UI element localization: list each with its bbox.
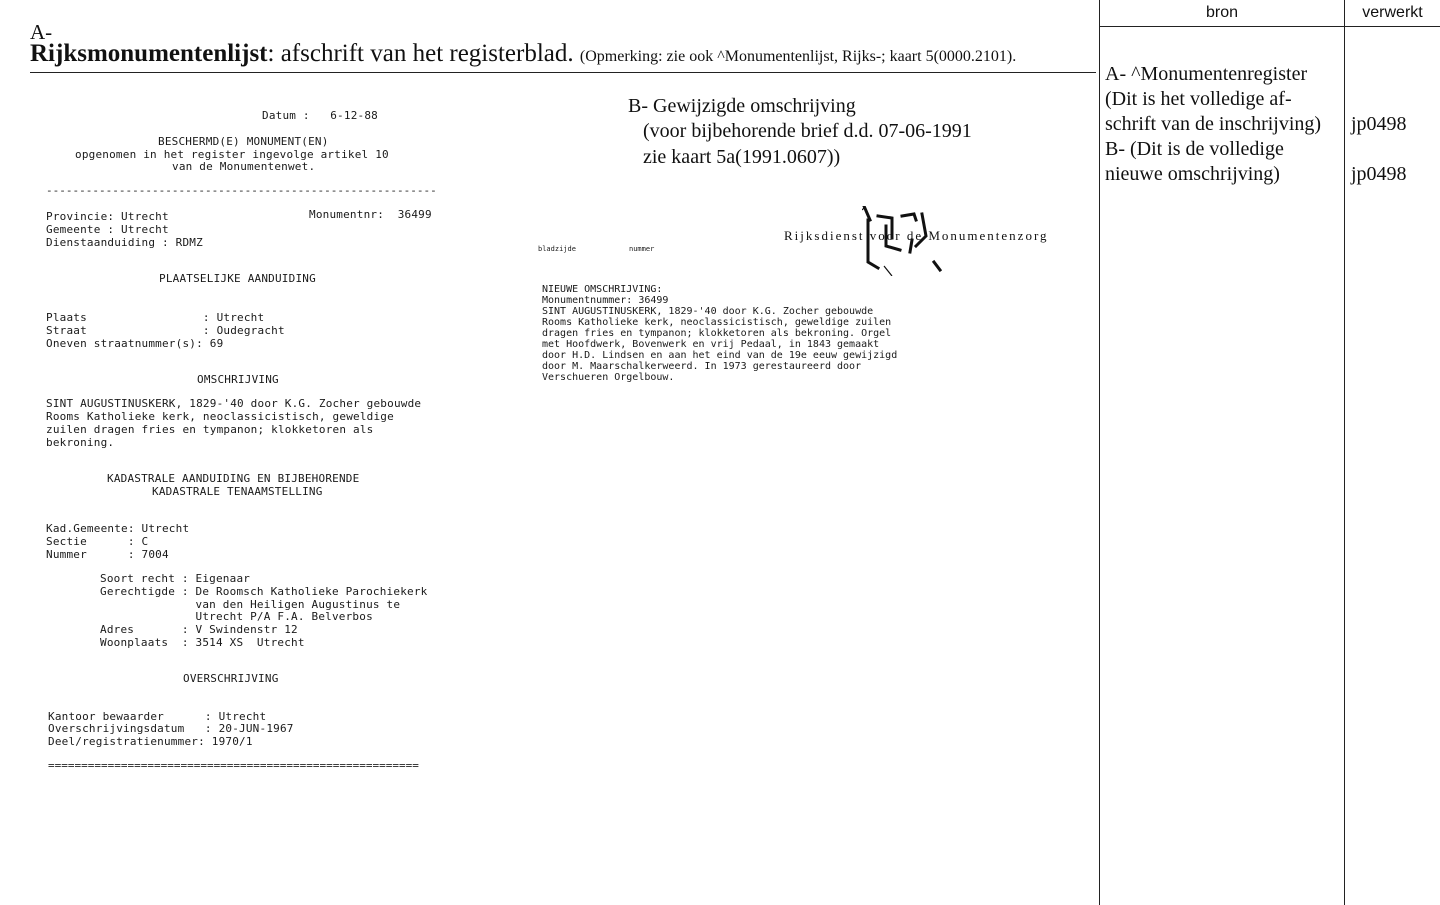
- section-b-subheading: (voor bijbehorende brief d.d. 07-06-1991: [628, 120, 972, 142]
- register-end-divider: ========================================================: [48, 759, 419, 772]
- register-heading-line: van de Monumentenwet.: [172, 160, 316, 173]
- kadastrale-line: Kad.Gemeente: Utrecht: [46, 522, 190, 535]
- column-divider-verwerkt: [1344, 0, 1345, 905]
- section-heading-kadastrale: KADASTRALE AANDUIDING EN BIJBEHORENDE: [107, 472, 360, 485]
- register-dienstaanduiding: Dienstaanduiding : RDMZ: [46, 236, 203, 249]
- omschrijving-line: Rooms Katholieke kerk, neoclassicistisch, geweldige: [46, 410, 394, 423]
- register-dash-divider: -----------------------------------------------------------: [46, 184, 437, 197]
- new-description-line: Verschueren Orgelbouw.: [542, 372, 675, 383]
- card-title-bold: Rijksmonumentenlijst: [30, 40, 268, 67]
- register-plaats: Plaats : Utrecht: [46, 311, 265, 324]
- recht-line: van den Heiligen Augustinus te: [100, 598, 401, 611]
- card-title: [30, 40, 1016, 68]
- register-heading-line: opgenomen in het register ingevolge artikel 10: [75, 148, 389, 161]
- section-b-subheading: zie kaart 5a(1991.0607)): [628, 146, 841, 168]
- form-label-nummer: nummer: [629, 245, 655, 253]
- section-b-heading: B- Gewijzigde omschrijving: [628, 95, 856, 117]
- new-description-line: NIEUWE OMSCHRIJVING:: [542, 284, 663, 295]
- overschrijving-line: Deel/registratienummer: 1970/1: [48, 735, 253, 748]
- overschrijving-line: Overschrijvingsdatum : 20-JUN-1967: [48, 722, 294, 735]
- processed-code: jp0498: [1351, 113, 1407, 135]
- omschrijving-line: SINT AUGUSTINUSKERK, 1829-'40 door K.G. Zocher gebouwde: [46, 397, 422, 410]
- new-description-line: door M. Maarschalkerweerd. In 1973 gerestaureerd door: [542, 361, 862, 372]
- form-label-bladzijde: bladzijde: [538, 245, 576, 253]
- new-description-line: door H.D. Lindsen en aan het eind van de 19e eeuw gewijzigd: [542, 350, 898, 361]
- source-entry-line: nieuwe omschrijving): [1105, 163, 1280, 185]
- omschrijving-line: zuilen dragen fries en tympanon; klokketoren als: [46, 423, 374, 436]
- section-heading-kadastrale: KADASTRALE TENAAMSTELLING: [152, 485, 323, 498]
- register-gemeente: Gemeente : Utrecht: [46, 223, 169, 236]
- register-date-label: Datum :: [262, 109, 310, 122]
- section-heading-overschrijving: OVERSCHRIJVING: [183, 672, 279, 685]
- card-title-note: (Opmerking: zie ook ^Monumentenlijst, Rijks-; kaart 5(0000.2101).: [579, 48, 1017, 65]
- overschrijving-line: Kantoor bewaarder : Utrecht: [48, 710, 267, 723]
- section-heading-omschrijving: OMSCHRIJVING: [197, 373, 279, 386]
- source-entry-line: B- (Dit is de volledige: [1105, 138, 1284, 160]
- source-entry-line: A- ^Monumentenregister: [1105, 63, 1308, 85]
- register-provincie: Provincie: Utrecht: [46, 210, 169, 223]
- register-heading-line: BESCHERMD(E) MONUMENT(EN): [158, 135, 329, 148]
- processed-code: jp0498: [1351, 163, 1407, 185]
- register-date: [262, 110, 378, 123]
- recht-line: Soort recht : Eigenaar: [100, 572, 251, 585]
- new-description-line: met Hoofdwerk, Bovenwerk en vrij Pedaal, in 1843 gemaakt: [542, 339, 880, 350]
- header-divider: [30, 72, 1096, 73]
- monumentnr-label: Monumentnr:: [309, 208, 385, 221]
- new-description-line: SINT AUGUSTINUSKERK, 1829-'40 door K.G. Zocher gebouwde: [542, 306, 874, 317]
- recht-line: Gerechtigde : De Roomsch Katholieke Parochiekerk: [100, 585, 428, 598]
- kadastrale-line: Sectie : C: [46, 535, 149, 548]
- column-divider-bron: [1099, 0, 1100, 905]
- register-date-value: 6-12-88: [330, 109, 378, 122]
- register-straat: Straat : Oudegracht: [46, 324, 285, 337]
- register-oneven: Oneven straatnummer(s): 69: [46, 337, 224, 350]
- column-header-divider: [1099, 26, 1440, 27]
- rdmz-logo-text: Rijksdienst voor de Monumentenzorg: [784, 228, 1049, 243]
- new-description-line: Monumentnummer: 36499: [542, 295, 669, 306]
- monumentnr-value: 36499: [397, 208, 432, 221]
- recht-line: Adres : V Swindenstr 12: [100, 623, 298, 636]
- recht-line: Woonplaats : 3514 XS Utrecht: [100, 636, 305, 649]
- section-heading-plaatselijke: PLAATSELIJKE AANDUIDING: [159, 272, 316, 285]
- kadastrale-line: Nummer : 7004: [46, 548, 169, 561]
- new-description-line: dragen fries en tympanon; klokketoren als bekroning. Orgel: [542, 328, 892, 339]
- new-description-line: Rooms Katholieke kerk, neoclassicistisch, geweldige zuilen: [542, 317, 892, 328]
- source-entry-line: schrift van de inschrijving): [1105, 113, 1322, 135]
- column-header-bron: bron: [1205, 4, 1239, 21]
- omschrijving-line: bekroning.: [46, 436, 115, 449]
- column-header-verwerkt: verwerkt: [1362, 4, 1423, 21]
- card-title-rest: : afschrift van het registerblad.: [267, 40, 574, 67]
- recht-line: Utrecht P/A F.A. Belverbos: [100, 610, 373, 623]
- register-monumentnr: [309, 209, 432, 222]
- card-prefix: A-: [30, 20, 53, 44]
- source-entry-line: (Dit is het volledige af-: [1105, 88, 1292, 110]
